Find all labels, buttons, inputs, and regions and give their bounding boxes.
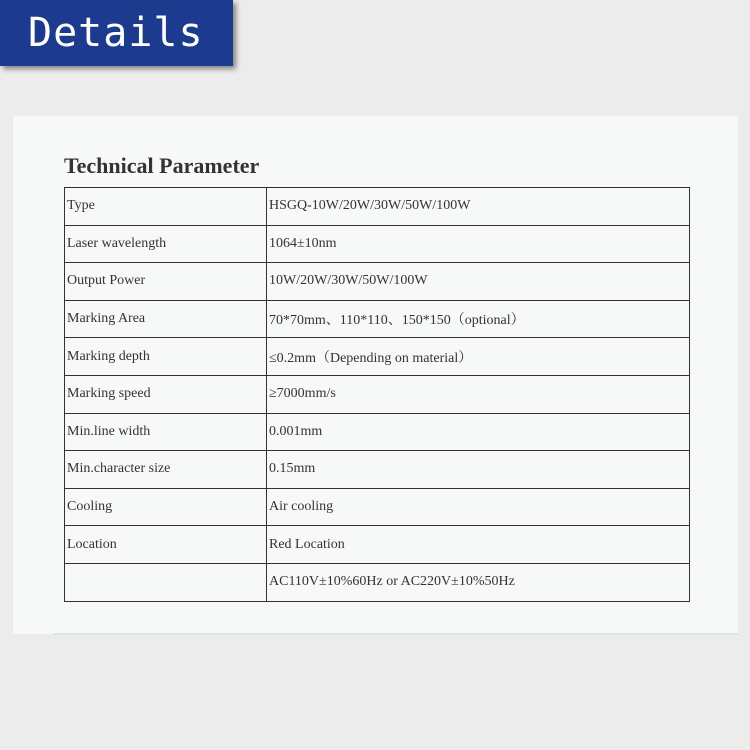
param-value-cell: 1064±10nm	[267, 225, 690, 263]
param-name-cell: Marking speed	[65, 375, 267, 413]
param-name-cell: Cooling	[65, 488, 267, 526]
banner-title: Details	[28, 10, 204, 56]
param-name-cell: Output Power	[65, 263, 267, 301]
param-value-cell: ≥7000mm/s	[267, 375, 690, 413]
param-value-cell: HSGQ-10W/20W/30W/50W/100W	[267, 188, 690, 226]
param-value-cell: 0.15mm	[267, 451, 690, 489]
param-name-cell: Marking depth	[65, 338, 267, 376]
table-row	[65, 225, 690, 263]
technical-parameter-table	[64, 187, 690, 602]
param-name-cell: Min.character size	[65, 451, 267, 489]
table-row	[65, 188, 690, 226]
param-name-cell: Min.line width	[65, 413, 267, 451]
table-row	[65, 451, 690, 489]
param-value-cell: 70*70mm、110*110、150*150（optional）	[267, 300, 690, 338]
param-value-cell: ≤0.2mm（Depending on material）	[267, 338, 690, 376]
table-row	[65, 413, 690, 451]
param-value-cell: 10W/20W/30W/50W/100W	[267, 263, 690, 301]
details-banner	[0, 0, 233, 66]
table-row	[65, 526, 690, 564]
section-title: Technical Parameter	[64, 153, 260, 178]
table-row	[65, 563, 690, 601]
panel-divider	[53, 633, 738, 635]
param-name-cell: Type	[65, 188, 267, 226]
param-name-cell: Marking Area	[65, 300, 267, 338]
table-row	[65, 300, 690, 338]
param-name-cell: Laser wavelength	[65, 225, 267, 263]
param-name-cell	[65, 563, 267, 601]
table-row	[65, 338, 690, 376]
param-value-cell: 0.001mm	[267, 413, 690, 451]
table-row	[65, 375, 690, 413]
param-name-cell: Location	[65, 526, 267, 564]
param-value-cell: AC110V±10%60Hz or AC220V±10%50Hz	[267, 563, 690, 601]
table-row	[65, 488, 690, 526]
table-row	[65, 263, 690, 301]
param-value-cell: Red Location	[267, 526, 690, 564]
param-value-cell: Air cooling	[267, 488, 690, 526]
